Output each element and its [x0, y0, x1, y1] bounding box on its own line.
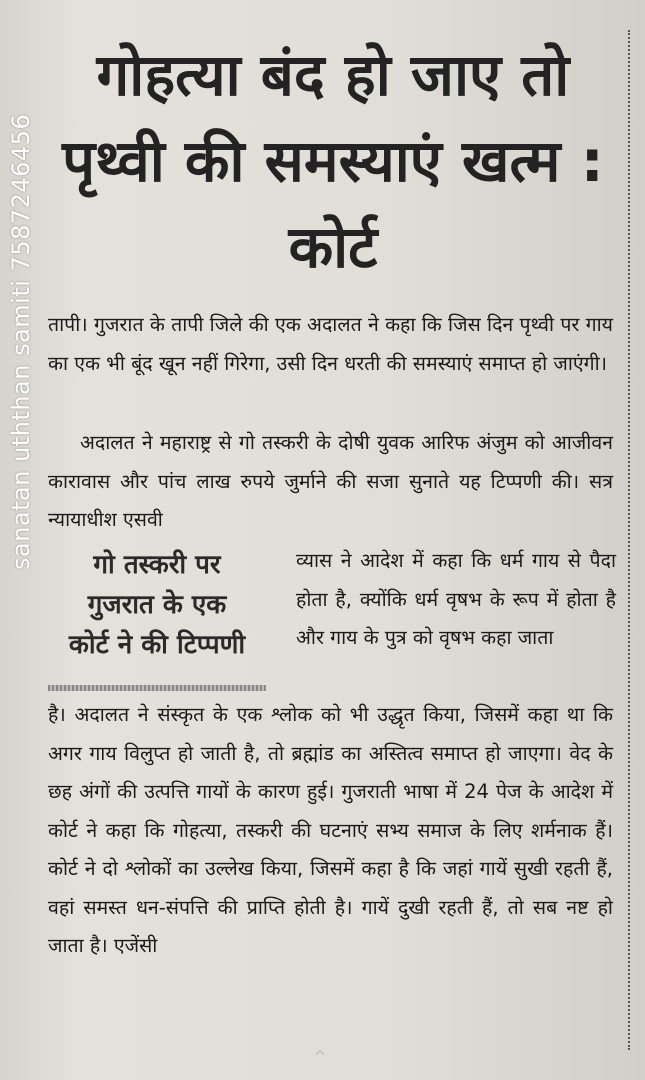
column-divider	[628, 30, 630, 1050]
paragraph-column: व्यास ने आदेश में कहा कि धर्म गाय से पैदा होता है, क्योंकि धर्म वृषभ के रूप में होता है और गाय के पुत्र को वृषभ कहा जाता	[296, 549, 616, 649]
paragraph-third: है। अदालत ने संस्कृत के एक श्लोक को भी उद्धृत किया, जिसमें कहा था कि अगर गाय विलुप्त हो जाती है, तो ब्रह्मांड का अस्तित्व समाप्त हो जाएगा। वेद के छह अंगों की उत्पत्ति गायों के कारण हुई। गुजराती भाषा में 24 पेज के आदेश में कोर्ट ने कहा कि गोहत्या, तस्करी की घटनाएं सभ्य समाज के लिए शर्मनाक हैं। कोर्ट ने दो श्लोकों का उल्लेख किया, जिसमें कहा है कि जहां गायें सुखी रहती हैं, वहां समस्त धन-संपत्ति की प्राप्ति होती है। गायें दुखी रहती हैं, तो सब नष्ट हो जाता है। एजेंसी	[48, 703, 613, 957]
watermark: sanatan uththan samiti 7587246456	[7, 113, 35, 570]
pull-quote-line-3: कोर्ट ने की टिप्पणी	[68, 630, 246, 660]
pull-quote-line-1: गो तस्करी पर	[93, 550, 221, 580]
headline: गोहत्या बंद हो जाए तो पृथ्वी की समस्याएं खत्म : कोर्ट	[62, 41, 604, 281]
pull-quote-line-2: गुजरात के एक	[87, 590, 227, 620]
paragraph-second: अदालत ने महाराष्ट्र से गो तस्करी के दोषी युवक आरिफ अंजुम को आजीवन कारावास और पांच लाख रुपये जुर्माने की सजा सुनाते यह टिप्पणी की। सत्र न्यायाधीश एसवी	[48, 431, 613, 531]
pull-quote	[46, 545, 268, 695]
pull-quote-rule	[48, 685, 266, 691]
paragraph-intro: तापी। गुजरात के तापी जिले की एक अदालत ने कहा कि जिस दिन पृथ्वी पर गाय का एक भी बूंद खून नहीं गिरेगा, उसी दिन धरती की समस्याएं समाप्त हो जाएंगी।	[48, 313, 613, 375]
chevron-up-icon[interactable]: ⌃	[310, 1047, 330, 1072]
